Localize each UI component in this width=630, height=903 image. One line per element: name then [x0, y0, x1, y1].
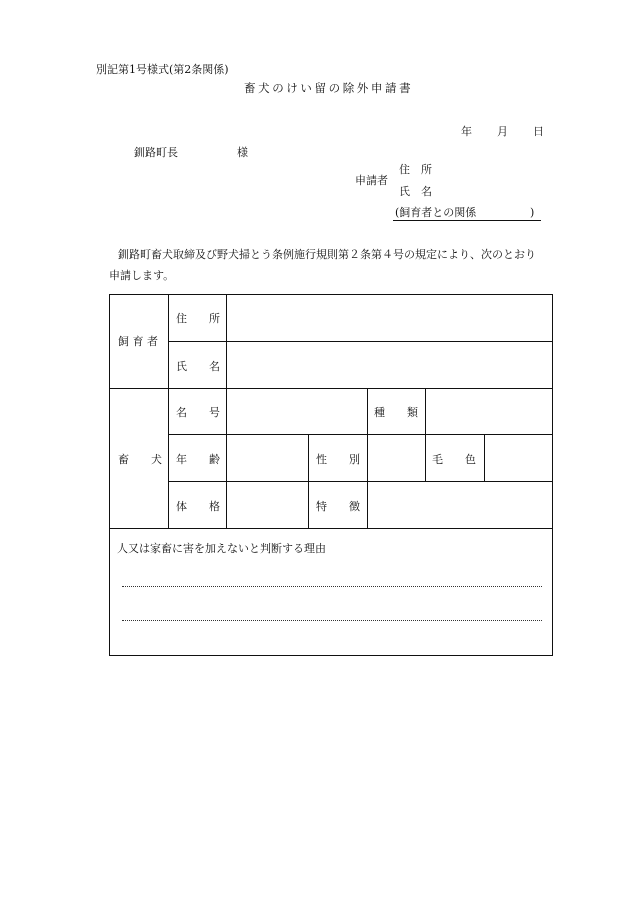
dog-build-label: 体 格: [176, 500, 220, 513]
table-vline-section: [168, 295, 169, 528]
dog-name-label: 名 号: [176, 406, 220, 419]
addressee-name: 釧路町長: [134, 146, 178, 159]
applicant-name-label: 氏 名: [399, 185, 432, 198]
reason-label: 人又は家畜に害を加えないと判断する理由: [117, 542, 326, 555]
relation-open-label: (飼育者との関係: [395, 206, 477, 219]
date-year-label: 年: [461, 125, 472, 138]
form-number: 別記第1号様式(第2条関係): [96, 63, 229, 76]
dog-age-label: 年 齢: [176, 453, 220, 466]
dog-age-field[interactable]: [227, 435, 308, 481]
relation-underline: [393, 220, 541, 221]
dog-features-field[interactable]: [368, 482, 552, 528]
body-text-line2: 申請します。: [109, 269, 175, 282]
dog-breed-label: 種 類: [374, 406, 418, 419]
owner-name-field[interactable]: [227, 342, 552, 388]
addressee-honorific: 様: [237, 146, 248, 159]
form-title: 畜犬のけい留の除外申請書: [244, 81, 414, 95]
table-hline-reason: [110, 528, 552, 529]
dog-coat-label: 毛 色: [432, 453, 476, 466]
reason-field[interactable]: [116, 563, 546, 643]
body-text-line1: 釧路町畜犬取締及び野犬掃とう条例施行規則第２条第４号の規定により、次のとおり: [118, 248, 536, 261]
dog-section-label: 畜 犬: [118, 453, 162, 466]
application-table: [109, 294, 553, 656]
owner-address-label: 住 所: [176, 312, 220, 325]
dog-name-field[interactable]: [227, 389, 367, 434]
dog-sex-label: 性 別: [316, 453, 360, 466]
applicant-address-label: 住 所: [399, 163, 432, 176]
table-vline-age-sex: [308, 434, 309, 528]
dog-breed-field[interactable]: [426, 389, 552, 434]
owner-name-label: 氏 名: [176, 360, 220, 373]
owner-section-label: 飼 育 者: [118, 335, 158, 348]
date-month-label: 月: [497, 125, 508, 138]
dog-coat-field[interactable]: [485, 435, 552, 481]
date-day-label: 日: [533, 125, 544, 138]
applicant-label: 申請者: [355, 174, 388, 187]
dog-sex-field[interactable]: [368, 435, 425, 481]
dog-features-label: 特 徴: [316, 500, 360, 513]
dog-build-field[interactable]: [227, 482, 308, 528]
relation-close-label: ): [530, 206, 535, 219]
owner-address-field[interactable]: [227, 295, 552, 341]
